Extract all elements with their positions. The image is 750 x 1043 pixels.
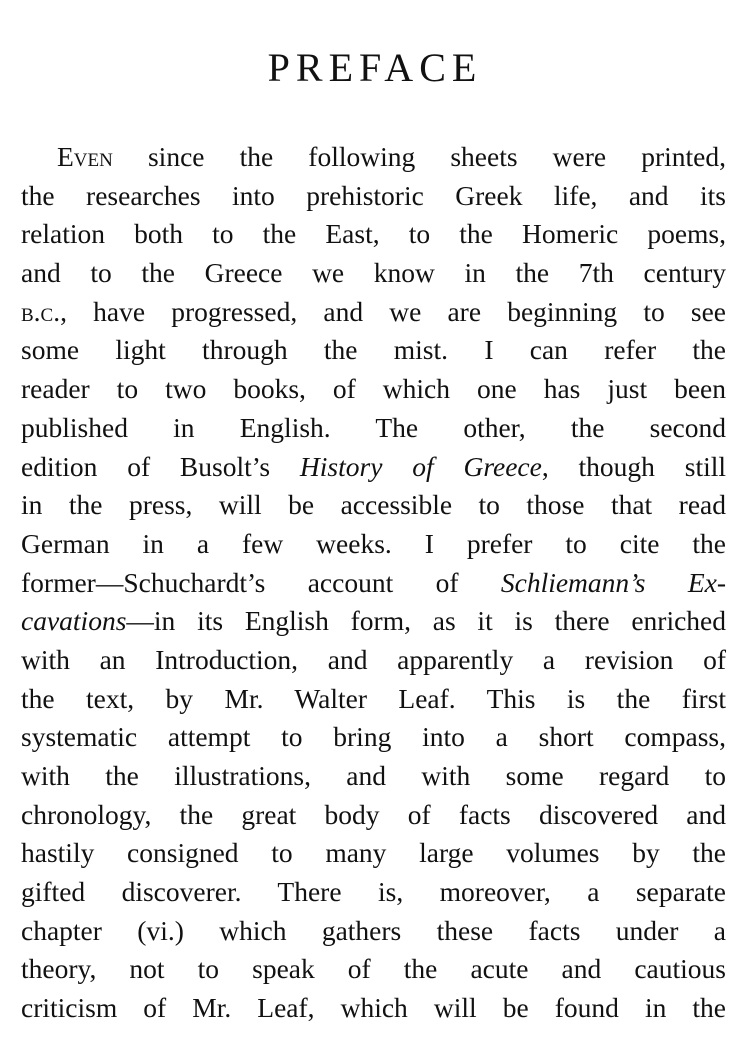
text-line: Even since the following sheets were printed, bbox=[57, 141, 726, 172]
text-line: chronology, the great body of facts discovered and bbox=[21, 798, 726, 830]
text-line: and to the Greece we know in the 7th century bbox=[21, 257, 726, 289]
text-line: former—Schuchardt’s account of Schliemann’s Ex- bbox=[21, 566, 726, 598]
text-line: hastily consigned to many large volumes by the bbox=[21, 837, 726, 869]
text-line: published in English. The other, the second bbox=[21, 411, 726, 443]
text-line: theory, not to speak of the acute and cautious bbox=[21, 953, 726, 985]
text-line: in the press, will be accessible to those that read bbox=[21, 489, 726, 521]
page-title: PREFACE bbox=[267, 45, 483, 90]
text-line: the text, by Mr. Walter Leaf. This is the first bbox=[21, 682, 726, 714]
text-line: German in a few weeks. I prefer to cite the bbox=[21, 527, 726, 559]
text-line: systematic attempt to bring into a short compass, bbox=[21, 721, 726, 753]
text-line: relation both to the East, to the Homeric poems, bbox=[21, 218, 726, 250]
text-line: chapter (vi.) which gathers these facts under a bbox=[21, 914, 726, 946]
text-line: reader to two books, of which one has just been bbox=[21, 373, 726, 405]
text-line: some light through the mist. I can refer the bbox=[21, 334, 726, 366]
text-line: gifted discoverer. There is, moreover, a separate bbox=[21, 876, 726, 908]
text-line: the researches into prehistoric Greek life, and its bbox=[21, 179, 726, 211]
text-line: b.c., have progressed, and we are beginning to see bbox=[21, 295, 726, 327]
text-line: edition of Busolt’s History of Greece, though still bbox=[21, 450, 726, 482]
book-title-italic: History of Greece bbox=[299, 450, 542, 482]
text-line: criticism of Mr. Leaf, which will be found in the bbox=[21, 992, 726, 1024]
book-title-italic: Schliemann’s Ex- bbox=[500, 566, 726, 598]
text-line: with the illustrations, and with some regard to bbox=[21, 760, 726, 791]
book-title-italic: cavations bbox=[21, 605, 127, 637]
text-line: cavations—in its English form, as it is there enriched bbox=[21, 605, 726, 637]
small-caps-lead: Even bbox=[57, 141, 113, 172]
text-line: with an Introduction, and apparently a revision of bbox=[21, 643, 726, 675]
preface-paragraph bbox=[21, 138, 726, 1028]
small-caps-abbrev: b.c. bbox=[21, 295, 61, 327]
